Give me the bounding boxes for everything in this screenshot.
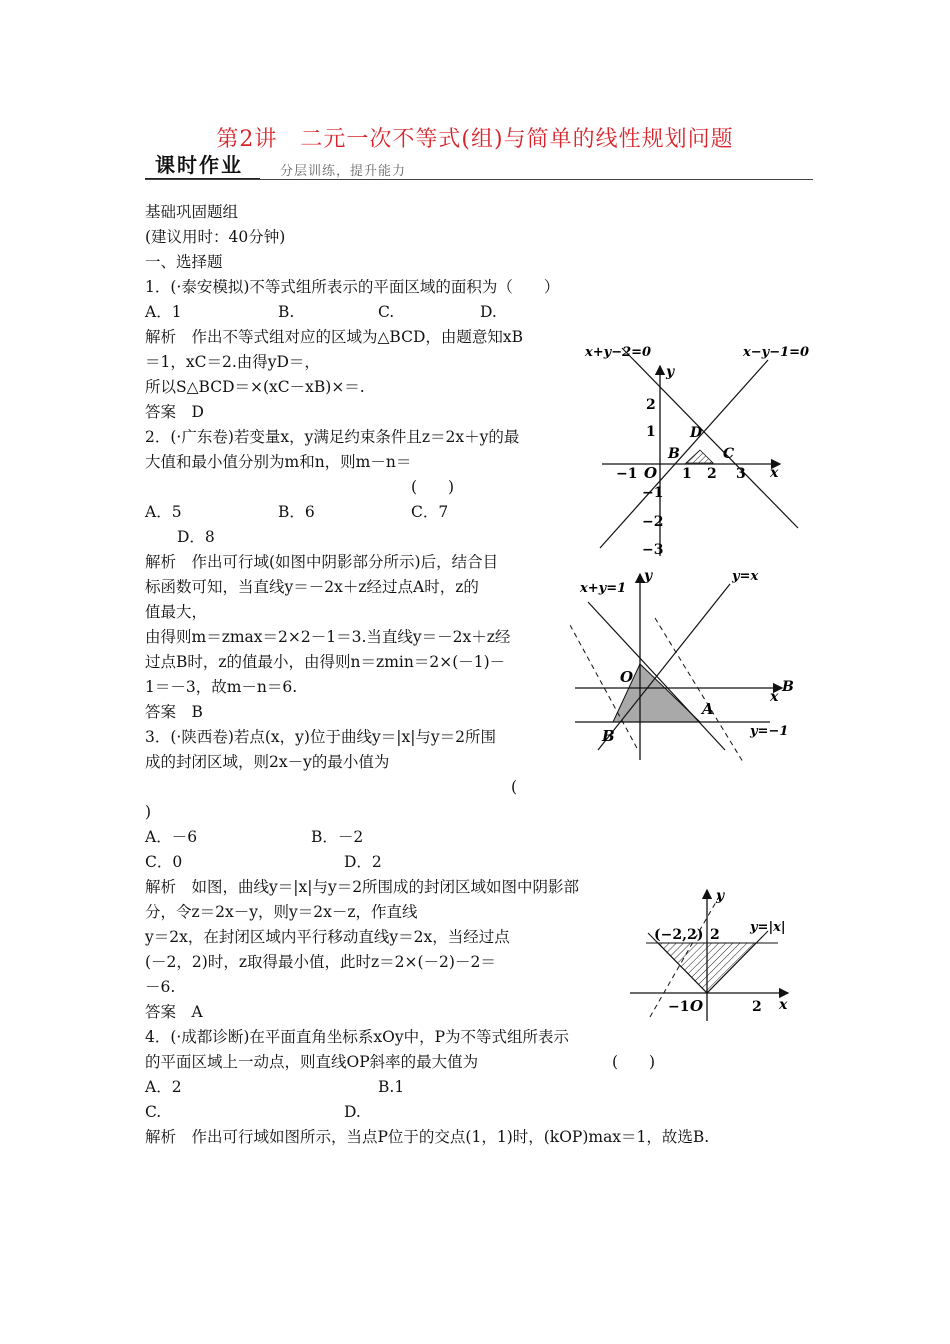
q1-answer: 答案 D [145, 403, 204, 421]
point-a-label: A [702, 700, 714, 718]
q2-option-b: B．6 [278, 503, 315, 521]
q2-solution-6: 1＝－3，故m－n＝6. [145, 678, 298, 696]
q2-solution-3: 值最大， [145, 603, 208, 621]
q4-stem-2: 的平面区域上一动点，则直线OP斜率的最大值为 [145, 1053, 479, 1071]
tick-y-2: 2 [646, 397, 656, 413]
point-c-label: C [723, 446, 735, 462]
q4-option-c: C. [145, 1103, 162, 1121]
q3-stem-2: 成的封闭区域，则2x－y的最小值为 [145, 753, 390, 771]
x-label: x [770, 465, 779, 481]
q2-option-c: C．7 [411, 503, 449, 521]
tick-x-2: 2 [707, 466, 717, 482]
q4-stem-1: 4．(·成都诊断)在平面直角坐标系xOy中，P为不等式组所表示 [145, 1028, 570, 1046]
tick-x-2: 2 [752, 999, 762, 1015]
q1-option-d: D. [480, 303, 497, 321]
tick-x-1: 1 [682, 466, 692, 482]
x-label: x [770, 689, 779, 705]
origin-label: O [620, 668, 634, 686]
y-label: y [666, 364, 675, 380]
q3-answer: 答案 A [145, 1003, 203, 1021]
q4-option-b: B.1 [378, 1078, 405, 1096]
q3-option-a: A．－6 [145, 828, 198, 846]
q3-option-c: C．0 [145, 853, 183, 871]
figure-2-graph [570, 560, 800, 765]
q1-option-b: B. [278, 303, 295, 321]
tick-y-1: 1 [646, 424, 656, 440]
shaded-triangle-bcd [686, 450, 713, 463]
tick-y-m1: −1 [642, 485, 664, 501]
time-hint: (建议用时：40分钟) [145, 228, 286, 246]
banner-rule [145, 179, 813, 180]
q4-solution: 解析 作出可行域如图所示，当点P位于的交点(1，1)时，(kOP)max＝1，故选B. [145, 1128, 710, 1146]
label-line1: x+y−2=0 [585, 345, 652, 360]
q1-solution-2: ＝1，xC＝2.由得yD＝， [145, 353, 320, 371]
q2-solution-5: 过点B时，z的值最小，由得则n＝zmin＝2×(－1)－ [145, 653, 506, 671]
banner-tag: 课时作业 [145, 152, 267, 178]
q1-option-c: C. [378, 303, 395, 321]
label-y-eq-m1: y=−1 [750, 724, 789, 739]
line-y-eq-x [598, 584, 730, 750]
section-heading: 一、选择题 [145, 253, 223, 271]
y-label: y [644, 568, 653, 584]
tick-y-m3: −3 [642, 542, 664, 558]
line-x-minus-y-minus-1 [600, 360, 768, 548]
point-b-label: B [602, 727, 615, 745]
q3-solution-4: (－2，2)时，z取得最小值，此时z＝2×(－2)－2＝ [145, 953, 496, 971]
x-label: x [779, 997, 788, 1013]
q4-option-a: A．2 [145, 1078, 182, 1096]
figure-1-graph [580, 338, 815, 560]
origin-label: O [690, 997, 704, 1015]
q2-stem-1: 2．(·广东卷)若变量x，y满足约束条件且z＝2x＋y的最 [145, 428, 520, 446]
q2-paren: ( ) [411, 478, 455, 496]
point-d-label: D [690, 425, 703, 441]
origin-label: O [644, 464, 658, 482]
label-y-eq-x: y=x [732, 569, 759, 584]
tick-y-m2: −2 [642, 514, 664, 530]
group-heading: 基础巩固题组 [145, 203, 239, 221]
q1-solution-1: 解析 作出不等式组对应的区域为△BCD，由题意知xB [145, 328, 524, 346]
q1-solution-3: 所以S△BCD＝×(xC－xB)×＝. [145, 378, 365, 396]
point-label: (−2,2) [654, 927, 704, 943]
q3-paren-close: ) [145, 803, 152, 821]
tick-y-2: 2 [710, 927, 720, 943]
q3-option-d: D．2 [344, 853, 382, 871]
q3-option-b: B．－2 [311, 828, 364, 846]
y-label: y [716, 888, 725, 904]
label-x-plus-y-eq-1: x+y=1 [580, 581, 627, 596]
q2-solution-4: 由得则m＝zmax＝2×2－1＝3.当直线y＝－2x＋z经 [145, 628, 511, 646]
label-line2: x−y−1=0 [743, 345, 810, 360]
q3-solution-2: 分，令z＝2x－y，则y＝2x－z，作直线 [145, 903, 418, 921]
q3-stem-1: 3．(·陕西卷)若点(x，y)位于曲线y＝|x|与y＝2所围 [145, 728, 497, 746]
q2-option-d: D．8 [177, 528, 215, 546]
q2-answer: 答案 B [145, 703, 203, 721]
tick-x-3: 3 [736, 466, 746, 482]
page-title: 第2讲 二元一次不等式(组)与简单的线性规划问题 [216, 127, 734, 152]
tick-x-m1: −1 [668, 999, 690, 1015]
q1-stem: 1．(·泰安模拟)不等式组所表示的平面区域的面积为（ ） [145, 278, 560, 296]
q3-solution-5: －6. [145, 978, 176, 996]
point-b-label: B [668, 446, 680, 462]
q4-option-d: D. [344, 1103, 361, 1121]
curve-label: y=|x| [750, 920, 786, 935]
q3-paren-open: ( [511, 778, 518, 796]
q4-paren: ( ) [612, 1053, 656, 1071]
figure-3-graph [628, 885, 803, 1025]
q3-solution-1: 解析 如图，曲线y＝|x|与y＝2所围成的封闭区域如图中阴影部 [145, 878, 580, 896]
q1-option-a: A．1 [145, 303, 182, 321]
banner-subtitle: 分层训练，提升能力 [280, 164, 407, 179]
q2-solution-2: 标函数可知，当直线y＝－2x＋z经过点A时，z的 [145, 578, 479, 596]
dashed-level-line-right [655, 618, 743, 762]
q2-stem-2: 大值和最小值分别为m和n，则m－n＝ [145, 453, 412, 471]
q3-solution-3: y＝2x，在封闭区域内平行移动直线y＝2x，当经过点 [145, 928, 510, 946]
section-banner [145, 152, 813, 182]
q2-solution-1: 解析 作出可行域(如图中阴影部分所示)后，结合目 [145, 553, 499, 571]
axis-b-label: B [782, 679, 794, 695]
tick-x-m1: −1 [616, 466, 638, 482]
q2-option-a: A．5 [145, 503, 182, 521]
